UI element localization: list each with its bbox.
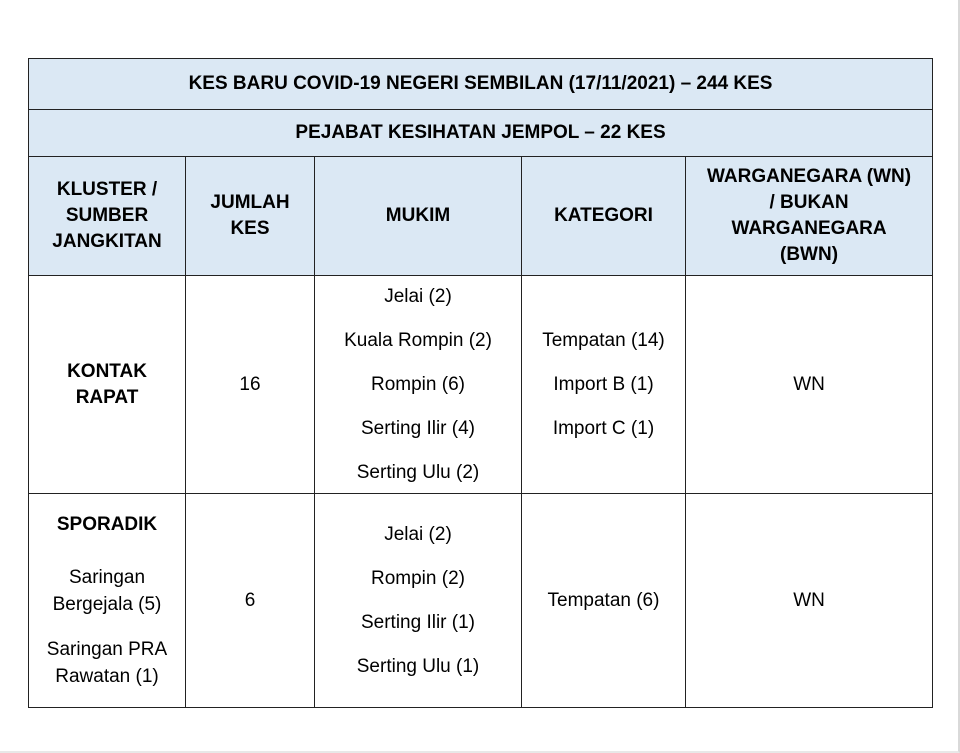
mukim-item: Rompin (2) (371, 567, 465, 589)
kategori-item: Import C (1) (552, 417, 655, 439)
kategori-item: Tempatan (6) (547, 589, 660, 611)
header-mukim: MUKIM (315, 157, 522, 276)
sub-source (47, 636, 167, 690)
cell-kluster (29, 494, 186, 708)
cell-kategori (522, 494, 686, 708)
cell-mukim (315, 494, 522, 708)
header-jumlah-line: JUMLAH (210, 192, 290, 213)
header-jumlah (186, 157, 315, 276)
kluster-line: KONTAK (67, 360, 147, 382)
header-kluster-line: JANGKITAN (52, 231, 162, 252)
table-subtitle: PEJABAT KESIHATAN JEMPOL – 22 KES (29, 110, 933, 157)
mukim-item: Serting Ulu (2) (356, 461, 480, 483)
title-row (29, 59, 933, 110)
covid-cases-table (28, 58, 933, 708)
header-wn-line: WARGANEGARA (WN) (707, 166, 912, 187)
mukim-item: Serting Ilir (4) (360, 417, 476, 439)
column-header-row (29, 157, 933, 276)
cell-warganegara: WN (686, 494, 933, 708)
kategori-item: Tempatan (14) (542, 329, 665, 351)
sub-source-line: Saringan (68, 567, 146, 588)
table-row-sporadik (29, 494, 933, 708)
header-kluster (29, 157, 186, 276)
header-wn-line: / BUKAN (769, 192, 849, 213)
sub-source-line: Bergejala (5) (52, 594, 162, 615)
cell-jumlah: 6 (186, 494, 315, 708)
header-wn-line: (BWN) (780, 244, 839, 265)
header-kluster-line: SUMBER (65, 205, 149, 226)
table-row-kontak-rapat (29, 276, 933, 494)
header-warganegara (686, 157, 933, 276)
cell-mukim (315, 276, 522, 494)
header-jumlah-line: KES (230, 218, 270, 239)
table-title: KES BARU COVID-19 NEGERI SEMBILAN (17/11/2021) – 244 KES (29, 59, 933, 110)
kluster-line: RAPAT (75, 386, 139, 408)
mukim-item: Rompin (6) (371, 373, 465, 395)
header-kategori: KATEGORI (522, 157, 686, 276)
mukim-item: Jelai (2) (384, 285, 452, 307)
sub-source-line: Rawatan (1) (55, 666, 159, 687)
cell-jumlah: 16 (186, 276, 315, 494)
cell-kategori (522, 276, 686, 494)
mukim-item: Kuala Rompin (2) (344, 329, 492, 351)
sub-source (53, 564, 162, 618)
header-wn-line: WARGANEGARA (731, 218, 887, 239)
mukim-item: Serting Ilir (1) (360, 611, 476, 633)
subtitle-row (29, 110, 933, 157)
mukim-item: Serting Ulu (1) (356, 655, 480, 677)
header-kluster-line: KLUSTER / (56, 179, 158, 200)
sub-source-line: Saringan PRA (46, 639, 168, 660)
kategori-item: Import B (1) (553, 373, 654, 395)
cell-kluster (29, 276, 186, 494)
mukim-item: Jelai (2) (384, 523, 452, 545)
kluster-line: SPORADIK (56, 514, 158, 535)
cell-warganegara: WN (686, 276, 933, 494)
